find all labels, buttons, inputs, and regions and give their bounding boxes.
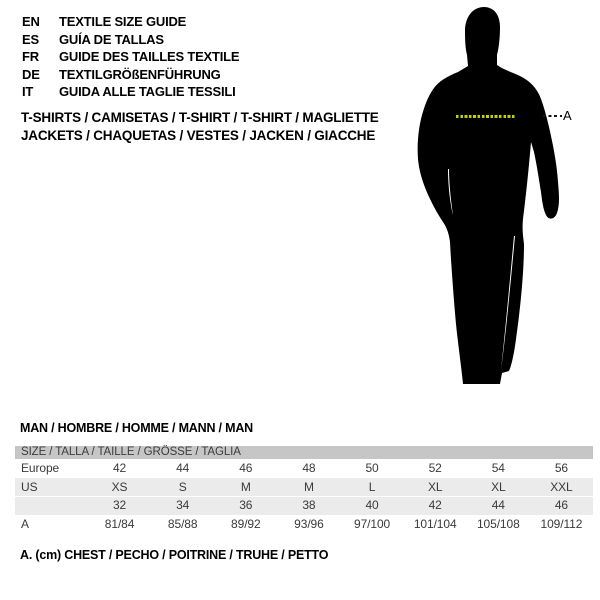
section-title-man: MAN / HOMBRE / HOMME / MANN / MAN [20,421,253,435]
language-title: GUIDE DES TAILLES TEXTILE [59,49,240,65]
size-value: 54 [491,461,505,476]
size-value: 109/112 [540,516,583,531]
size-value: XL [491,479,506,494]
size-value: S [178,479,187,494]
language-title: GUÍA DE TALLAS [59,31,164,47]
measure-leader-line [543,115,562,117]
size-value: M [240,479,251,494]
language-code: FR [22,49,39,65]
size-value: 89/92 [231,516,261,531]
table-row-us-numeric [15,496,593,515]
language-row-en [22,13,239,31]
language-row-de [22,66,239,84]
language-code: EN [22,14,40,30]
language-title: GUIDA ALLE TAGLIE TESSILI [59,84,236,100]
size-value: 38 [302,498,316,513]
size-value: 56 [554,461,569,476]
size-value: 44 [491,498,505,513]
size-value: 40 [365,498,379,513]
table-row-us [15,478,593,497]
size-value: 48 [302,461,316,476]
measure-label-a: A [563,108,572,123]
size-value: M [303,479,314,494]
size-value: 52 [428,461,442,476]
size-value: 46 [239,461,253,476]
size-value: XXL [550,479,573,494]
language-list [22,13,239,101]
size-value: 50 [365,461,379,476]
size-value: 81/84 [104,516,135,531]
size-value: 44 [176,461,190,476]
size-table [15,446,593,533]
garment-categories [21,109,379,144]
size-value: 34 [176,498,190,513]
size-value: 42 [428,498,442,513]
man-silhouette [405,3,570,388]
size-value: 46 [554,498,569,513]
row-label: Europe [21,461,60,476]
language-code: IT [22,84,34,100]
size-value: XL [427,479,443,494]
size-value: XS [111,479,128,494]
language-title: TEXTILGRÖßENFÜHRUNG [59,66,221,82]
language-title: TEXTILE SIZE GUIDE [59,14,187,30]
category-jackets: JACKETS / CHAQUETAS / VESTES / JACKEN / GIACCHE [21,127,376,143]
category-tshirts: T-SHIRTS / CAMISETAS / T-SHIRT / T-SHIRT / MAGLIETTE [21,110,379,125]
size-value: 93/96 [294,516,324,531]
size-value: 42 [112,461,127,476]
size-value: 105/108 [476,516,520,531]
man-silhouette-shape [418,7,559,384]
size-value: 36 [239,498,253,513]
table-row-chest-cm [15,515,593,534]
language-row-it [22,83,239,101]
size-value: 97/100 [354,516,391,531]
language-code: ES [22,31,39,47]
chest-measure-line [456,115,516,118]
table-row-europe [15,459,593,478]
row-label: A [21,516,29,531]
size-value: L [368,479,376,494]
measure-footnote: A. (cm) CHEST / PECHO / POITRINE / TRUHE / PETTO [20,548,329,562]
size-table-header: SIZE / TALLA / TAILLE / GRÖSSE / TAGLIA [15,446,593,459]
size-value: 85/88 [167,516,198,531]
language-row-es [22,31,239,49]
language-code: DE [22,66,40,82]
size-value: 101/104 [413,516,457,531]
row-label: US [21,479,38,494]
size-value: 32 [112,498,127,513]
language-row-fr [22,48,239,66]
